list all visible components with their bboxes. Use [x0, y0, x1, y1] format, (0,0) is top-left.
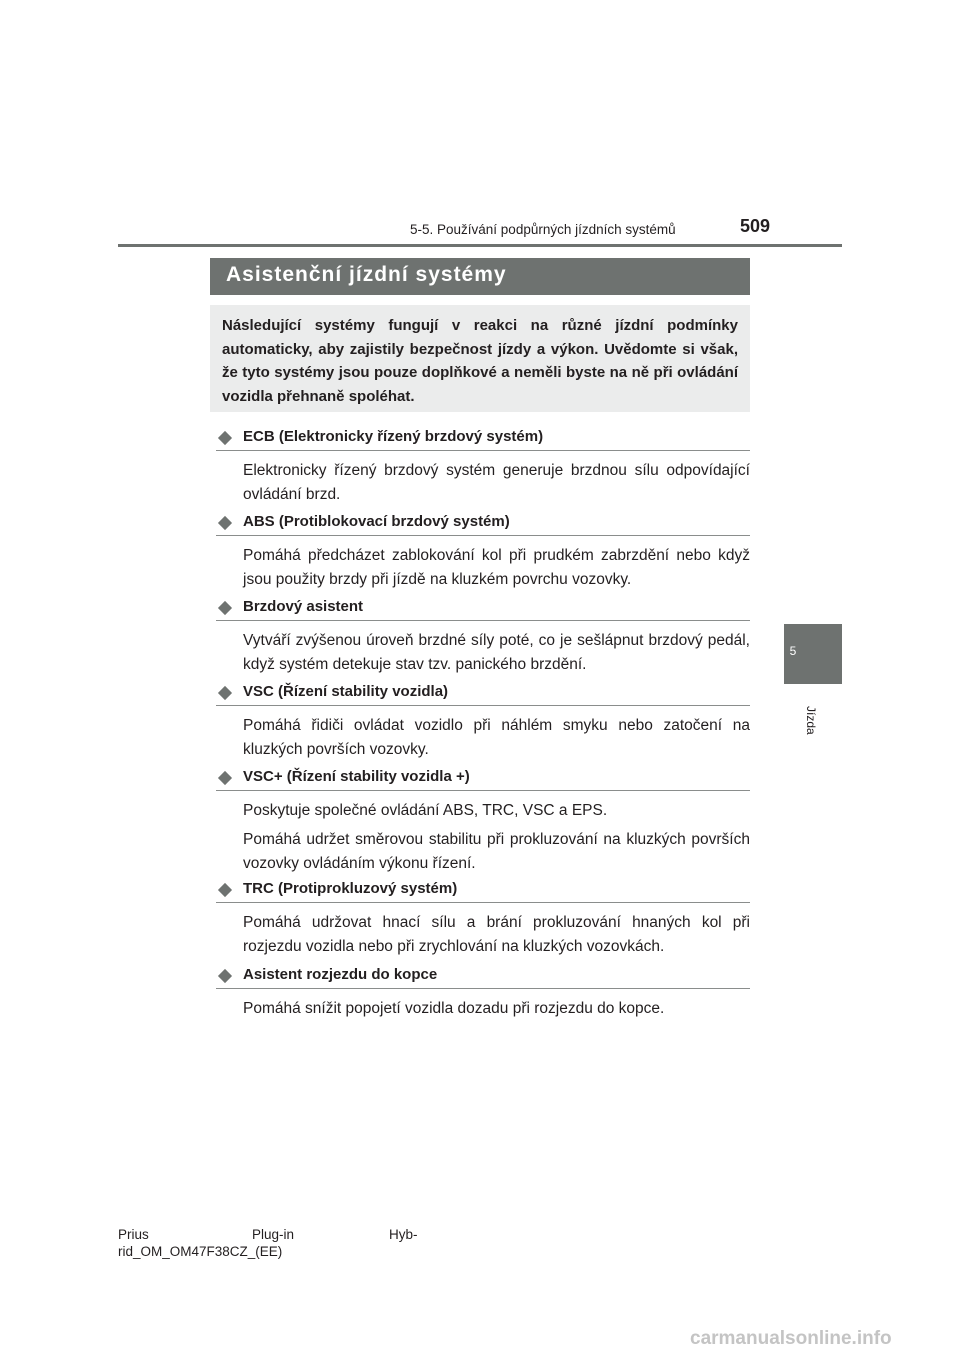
list-item	[216, 683, 750, 762]
page-title: Asistenční jízdní systémy	[226, 263, 507, 286]
diamond-bullet-icon	[218, 601, 232, 615]
item-body	[243, 714, 750, 762]
item-title: ABS (Protiblokovací brzdový systém)	[243, 513, 510, 530]
intro-box	[210, 305, 750, 412]
list-item	[216, 966, 750, 1021]
item-heading	[216, 683, 750, 706]
diamond-bullet-icon	[218, 771, 232, 785]
item-title: VSC (Řízení stability vozidla)	[243, 683, 449, 700]
footer-line-1	[118, 1226, 418, 1243]
item-heading	[216, 513, 750, 536]
list-item	[216, 598, 750, 677]
item-paragraph: Vytváří zvýšenou úroveň brzdné síly poté, co je sešlápnut brzdový pedál, když systém detekuje stav tzv. panického brzdění.	[243, 632, 750, 673]
footer-model: Prius	[118, 1227, 149, 1242]
diamond-bullet-icon	[218, 431, 232, 445]
item-paragraph: Pomáhá udržovat hnací sílu a brání prokluzování hnaných kol při rozjezdu vozidla nebo při zrychlování na kluzkých vozovkách.	[243, 914, 750, 955]
header-divider	[118, 244, 842, 247]
footer-type: Hyb-	[389, 1227, 418, 1242]
list-item	[216, 513, 750, 592]
item-title: TRC (Protiprokluzový systém)	[243, 880, 458, 897]
section-title-bar	[210, 258, 750, 295]
item-paragraph: Poskytuje společné ovládání ABS, TRC, VSC a EPS.	[243, 802, 608, 819]
chapter-label: Jízda	[804, 706, 818, 735]
page-number: 509	[740, 216, 771, 236]
item-paragraph: Pomáhá řidiči ovládat vozidlo při náhlém smyku nebo zatočení na kluzkých površích vozovky.	[243, 717, 750, 758]
item-title: Brzdový asistent	[243, 598, 364, 615]
item-paragraph: Pomáhá předcházet zablokování kol při prudkém zabrzdění nebo když jsou použity brzdy při jízdě na kluzkém povrchu vozovky.	[243, 547, 750, 588]
list-item	[216, 428, 750, 507]
footer-line-2: rid_OM_OM47F38CZ_(EE)	[118, 1244, 283, 1259]
chapter-number: 5	[789, 644, 797, 658]
intro-text: Následující systémy fungují v reakci na různé jízdní podmínky automaticky, aby zajistily bezpečnost jízdy a výkon. Uvědomte si však, že tyto systémy jsou pouze doplňkové a neměli byste na ně při ovládání vozidla přehnaně spoléhat.	[222, 317, 738, 405]
diamond-bullet-icon	[218, 969, 232, 983]
item-title: ECB (Elektronicky řízený brzdový systém)	[243, 428, 544, 445]
item-heading	[216, 966, 750, 989]
item-title: VSC+ (Řízení stability vozidla +)	[243, 768, 470, 785]
item-body	[243, 911, 750, 959]
item-paragraph: Pomáhá udržet směrovou stabilitu při prokluzování na kluzkých površích vozovky ovládáním výkonu řízení.	[243, 831, 750, 872]
item-body	[243, 997, 750, 1021]
item-paragraph: Elektronicky řízený brzdový systém generuje brzdnou sílu odpovídající ovládání brzd.	[243, 462, 750, 503]
list-item	[216, 880, 750, 959]
item-body	[243, 459, 750, 507]
list-item	[216, 768, 750, 876]
item-body	[243, 799, 750, 876]
item-paragraph: Pomáhá snížit popojetí vozidla dozadu při rozjezdu do kopce.	[243, 1000, 665, 1017]
diamond-bullet-icon	[218, 883, 232, 897]
chapter-tab	[784, 624, 842, 684]
watermark: carmanualsonline.info	[690, 1328, 892, 1349]
item-title: Asistent rozjezdu do kopce	[243, 966, 438, 983]
diamond-bullet-icon	[218, 686, 232, 700]
header-section-title: 5-5. Používání podpůrných jízdních systémů	[410, 222, 676, 237]
item-body	[243, 544, 750, 592]
item-heading	[216, 598, 750, 621]
item-heading	[216, 880, 750, 903]
item-body	[243, 629, 750, 677]
footer-document-id	[118, 1226, 418, 1260]
diamond-bullet-icon	[218, 516, 232, 530]
item-heading	[216, 768, 750, 791]
footer-variant: Plug-in	[252, 1227, 295, 1242]
item-heading	[216, 428, 750, 451]
